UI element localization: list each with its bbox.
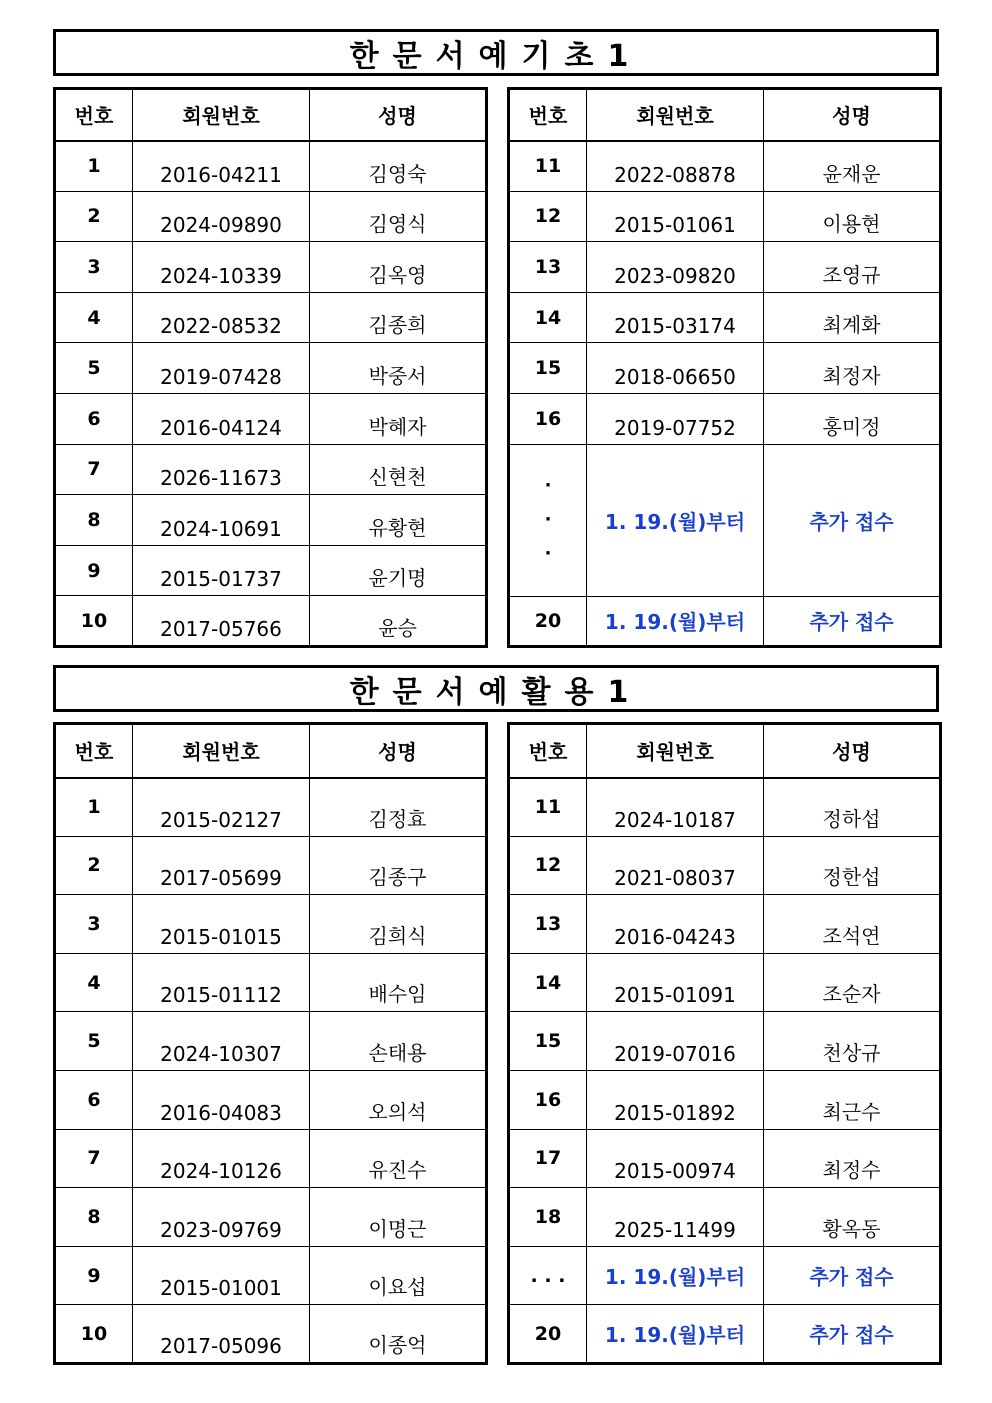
row-name: 조영규 <box>764 242 941 293</box>
row-name: 오의석 <box>310 1070 487 1129</box>
row-member-id: 2017-05699 <box>133 836 310 895</box>
row-member-id: 2015-01091 <box>587 953 764 1012</box>
row-number: 10 <box>55 596 133 647</box>
row-number: 9 <box>55 545 133 596</box>
row-name: 조순자 <box>764 953 941 1012</box>
row-name: 이명근 <box>310 1188 487 1247</box>
section1-right-table <box>507 87 942 648</box>
row-number: 13 <box>509 242 587 293</box>
table-row <box>55 1070 487 1129</box>
row-name: 윤기명 <box>310 545 487 596</box>
table-row <box>55 191 487 242</box>
row-member-id: 1. 19.(월)부터 <box>587 1246 764 1305</box>
row-number: 8 <box>55 1188 133 1247</box>
row-number: 5 <box>55 1012 133 1071</box>
row-name: 이종억 <box>310 1305 487 1364</box>
table-row <box>55 953 487 1012</box>
row-member-id: 2019-07428 <box>133 343 310 394</box>
row-name: 박중서 <box>310 343 487 394</box>
table-row <box>55 444 487 495</box>
row-member-id: 2024-10339 <box>133 242 310 293</box>
row-number: 1 <box>55 778 133 837</box>
row-dots <box>509 444 587 596</box>
row-member-id: 1. 19.(월)부터 <box>587 1305 764 1364</box>
row-member-id: 2023-09769 <box>133 1188 310 1247</box>
row-number: 12 <box>509 836 587 895</box>
header-number: 번호 <box>509 89 587 141</box>
row-name: 유진수 <box>310 1129 487 1188</box>
table-row <box>55 836 487 895</box>
row-number: 4 <box>55 953 133 1012</box>
row-member-id: 2024-10126 <box>133 1129 310 1188</box>
row-name: 추가 접수 <box>764 596 941 646</box>
table-row <box>55 1012 487 1071</box>
row-number: . . . <box>509 1246 587 1305</box>
row-member-id: 2016-04243 <box>587 895 764 954</box>
row-member-id: 2015-02127 <box>133 778 310 837</box>
row-name: 황옥동 <box>764 1188 941 1247</box>
row-number: 15 <box>509 343 587 394</box>
row-member-id: 1. 19.(월)부터 <box>587 444 764 596</box>
row-member-id: 2015-01737 <box>133 545 310 596</box>
row-number: 13 <box>509 895 587 954</box>
row-name: 유황현 <box>310 495 487 546</box>
table-row <box>509 191 941 242</box>
row-name: 김영숙 <box>310 141 487 192</box>
table-row <box>509 1129 941 1188</box>
row-number: 3 <box>55 242 133 293</box>
row-name: 홍미정 <box>764 393 941 444</box>
row-member-id: 2024-10691 <box>133 495 310 546</box>
row-name: 김희식 <box>310 895 487 954</box>
row-number: 7 <box>55 1129 133 1188</box>
row-member-id: 2024-10307 <box>133 1012 310 1071</box>
row-member-id: 2015-00974 <box>587 1129 764 1188</box>
row-number: 6 <box>55 393 133 444</box>
header-name: 성명 <box>764 89 941 141</box>
table-row <box>509 596 941 646</box>
row-name: 박혜자 <box>310 393 487 444</box>
header-name: 성명 <box>310 724 487 778</box>
header-name: 성명 <box>764 724 941 778</box>
header-member-id: 회원번호 <box>133 89 310 141</box>
row-member-id: 2016-04124 <box>133 393 310 444</box>
row-number: 2 <box>55 836 133 895</box>
row-number: 5 <box>55 343 133 394</box>
row-member-id: 2024-09890 <box>133 191 310 242</box>
table-row <box>509 778 941 837</box>
row-name: 최계화 <box>764 292 941 343</box>
row-number: 8 <box>55 495 133 546</box>
row-name: 김종희 <box>310 292 487 343</box>
row-member-id: 2025-11499 <box>587 1188 764 1247</box>
table-row <box>55 495 487 546</box>
table-row <box>509 1246 941 1305</box>
table-row <box>509 343 941 394</box>
row-name: 추가 접수 <box>764 1305 941 1364</box>
row-member-id: 2019-07016 <box>587 1012 764 1071</box>
row-name: 최근수 <box>764 1070 941 1129</box>
row-number: 4 <box>55 292 133 343</box>
row-number: 9 <box>55 1246 133 1305</box>
row-name: 신현천 <box>310 444 487 495</box>
row-number: 14 <box>509 953 587 1012</box>
section2-title: 한문서예활용1 <box>53 665 939 712</box>
table-row <box>509 895 941 954</box>
row-name: 김영식 <box>310 191 487 242</box>
row-member-id: 2026-11673 <box>133 444 310 495</box>
row-member-id: 2022-08532 <box>133 292 310 343</box>
row-number: 11 <box>509 141 587 192</box>
row-name: 최정자 <box>764 343 941 394</box>
row-member-id: 2018-06650 <box>587 343 764 394</box>
row-member-id: 2016-04083 <box>133 1070 310 1129</box>
table-row <box>55 141 487 192</box>
row-name: 조석연 <box>764 895 941 954</box>
section1-left-table <box>53 87 488 648</box>
row-member-id: 2024-10187 <box>587 778 764 837</box>
table-row <box>55 1188 487 1247</box>
table-row <box>509 836 941 895</box>
row-member-id: 2015-01015 <box>133 895 310 954</box>
table-row <box>55 343 487 394</box>
header-number: 번호 <box>55 89 133 141</box>
row-number: 15 <box>509 1012 587 1071</box>
header-member-id: 회원번호 <box>133 724 310 778</box>
section2-right-table <box>507 722 942 1365</box>
row-name: 김정효 <box>310 778 487 837</box>
row-number: 18 <box>509 1188 587 1247</box>
row-name: 최정수 <box>764 1129 941 1188</box>
table-row <box>509 242 941 293</box>
table-row <box>55 1129 487 1188</box>
row-name: 배수임 <box>310 953 487 1012</box>
row-member-id: 2017-05096 <box>133 1305 310 1364</box>
table-row <box>509 292 941 343</box>
row-number: 6 <box>55 1070 133 1129</box>
table-row <box>509 953 941 1012</box>
row-name: 김옥영 <box>310 242 487 293</box>
table-row <box>509 393 941 444</box>
section2-left-table <box>53 722 488 1365</box>
table-row <box>509 141 941 192</box>
row-member-id: 2023-09820 <box>587 242 764 293</box>
table-row <box>55 242 487 293</box>
table-row <box>55 596 487 647</box>
row-member-id: 2015-03174 <box>587 292 764 343</box>
row-name: 천상규 <box>764 1012 941 1071</box>
table-row <box>509 1070 941 1129</box>
header-member-id: 회원번호 <box>587 724 764 778</box>
row-member-id: 2017-05766 <box>133 596 310 647</box>
row-number: 1 <box>55 141 133 192</box>
row-name: 추가 접수 <box>764 1246 941 1305</box>
header-number: 번호 <box>509 724 587 778</box>
header-number: 번호 <box>55 724 133 778</box>
row-number: 16 <box>509 1070 587 1129</box>
header-name: 성명 <box>310 89 487 141</box>
row-number: 20 <box>509 1305 587 1364</box>
table-row <box>55 292 487 343</box>
row-number: 11 <box>509 778 587 837</box>
row-number: 16 <box>509 393 587 444</box>
row-number: 14 <box>509 292 587 343</box>
table-row <box>509 1012 941 1071</box>
row-name: 정하섭 <box>764 778 941 837</box>
table-row <box>509 1305 941 1364</box>
row-number: 20 <box>509 596 587 646</box>
row-name: 김종구 <box>310 836 487 895</box>
row-name: 추가 접수 <box>764 444 941 596</box>
row-name: 이용현 <box>764 191 941 242</box>
row-member-id: 2019-07752 <box>587 393 764 444</box>
row-member-id: 2015-01112 <box>133 953 310 1012</box>
section1-title: 한문서예기초1 <box>53 29 939 76</box>
row-member-id: 2015-01001 <box>133 1246 310 1305</box>
row-number: 7 <box>55 444 133 495</box>
row-member-id: 2022-08878 <box>587 141 764 192</box>
row-name: 윤승 <box>310 596 487 647</box>
table-row-additional <box>509 444 941 596</box>
row-number: 3 <box>55 895 133 954</box>
row-name: 윤재운 <box>764 141 941 192</box>
row-member-id: 2015-01892 <box>587 1070 764 1129</box>
table-row <box>55 1305 487 1364</box>
row-number: 10 <box>55 1305 133 1364</box>
table-row <box>55 778 487 837</box>
row-number: 12 <box>509 191 587 242</box>
row-member-id: 2015-01061 <box>587 191 764 242</box>
row-name: 정한섭 <box>764 836 941 895</box>
table-row <box>55 895 487 954</box>
table-row <box>55 393 487 444</box>
row-name: 이요섭 <box>310 1246 487 1305</box>
table-row <box>509 1188 941 1247</box>
row-number: 2 <box>55 191 133 242</box>
row-member-id: 2016-04211 <box>133 141 310 192</box>
vertical-dots: · · · <box>544 475 552 565</box>
table-row <box>55 1246 487 1305</box>
row-number: 17 <box>509 1129 587 1188</box>
row-member-id: 2021-08037 <box>587 836 764 895</box>
row-member-id: 1. 19.(월)부터 <box>587 596 764 646</box>
table-row <box>55 545 487 596</box>
header-member-id: 회원번호 <box>587 89 764 141</box>
row-name: 손태용 <box>310 1012 487 1071</box>
